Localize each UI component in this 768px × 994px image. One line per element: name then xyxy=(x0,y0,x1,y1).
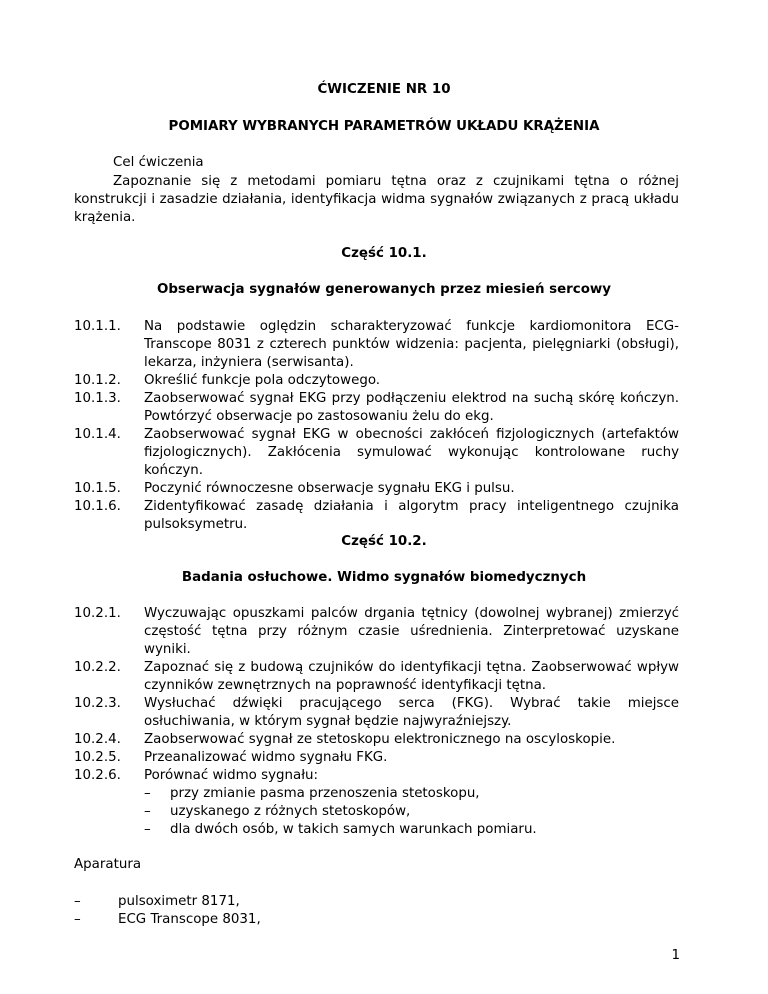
part1-label: Część 10.1. xyxy=(341,246,427,261)
main-title: POMIARY WYBRANYCH PARAMETRÓW UKŁADU KRĄŻENIA xyxy=(168,119,600,134)
list-item: 10.2.3. Wysłuchać dźwięki pracującego serca (FKG). Wybrać takie miejsce osłuchiwania, w którym sygnał będzie najwyraźniejszy. xyxy=(74,696,679,729)
part2-title: Badania osłuchowe. Widmo sygnałów biomedycznych xyxy=(181,570,587,585)
page-number: 1 xyxy=(671,948,680,963)
apparatus-heading: Aparatura xyxy=(74,857,142,872)
list-item: 10.1.6. Zidentyfikować zasadę działania i algorytm pracy inteligentnego czujnika pulsoksymetru. xyxy=(74,499,679,532)
list-item: 10.2.5. Przeanalizować widmo sygnału FKG. xyxy=(74,750,388,765)
list-item: 10.1.2. Określić funkcje pola odczytowego. xyxy=(74,373,381,388)
part1-title: Obserwacja sygnałów generowanych przez miesień sercowy xyxy=(156,282,612,297)
list-item: 10.1.5. Poczynić równoczesne obserwacje sygnału EKG i pulsu. xyxy=(74,481,515,496)
list-item: 10.2.6. Porównać widmo sygnału: xyxy=(74,768,319,783)
intro-heading: Cel ćwiczenia xyxy=(113,155,204,170)
list-item: 10.1.1. Na podstawie oględzin scharakteryzować funkcje kardiomonitora ECG-Transcope 8031 z czterech punktów widzenia: pacjenta, pielęgniarki (obsługi), lekarza, inżyniera (serwisanta). xyxy=(74,319,679,370)
list-item: 10.1.3. Zaobserwować sygnał EKG przy podłączeniu elektrod na suchą skórę kończyn. Powtórzyć obserwacje po zastosowaniu żelu do ekg. xyxy=(74,391,679,424)
part2-label: Część 10.2. xyxy=(341,534,427,549)
list-item: 10.2.1. Wyczuwając opuszkami palców drgania tętnicy (dowolnej wybranej) zmierzyć częstość tętna przy różnym czasie uśrednienia. Zinterpretować uzyskane wyniki. xyxy=(74,606,679,657)
intro-text: Zapoznanie się z metodami pomiaru tętna oraz z czujnikami tętna o różnej konstrukcji i zasadzie działania, identyfikacja widma sygnałów związanych z pracą układu krążenia. xyxy=(74,174,679,225)
exercise-title: ĆWICZENIE NR 10 xyxy=(317,82,451,97)
list-item: 10.2.4. Zaobserwować sygnał ze stetoskopu elektronicznego na oscyloskopie. xyxy=(74,732,616,747)
list-item: 10.1.4. Zaobserwować sygnał EKG w obecności zakłóceń fizjologicznych (artefaktów fizjologicznych). Zakłócenia symulować wykonując kontrolowane ruchy kończyn. xyxy=(74,427,679,478)
document-page: ĆWICZENIE NR 10 POMIARY WYBRANYCH PARAMETRÓW UKŁADU KRĄŻENIA Cel ćwiczenia Zapoznanie się z metodami pomiaru tętna oraz z czujnikami tętna o różnej konstrukcji i zasadzie działania, identyfikacja widma sygnałów związanych z pracą układu krążenia. Część 10.1. Obserwacja sygnałów generowanych przez miesień sercowy 10.1.1. Na podstawie oględzin scharakteryzować funkcje kardiomonitora ECG-Transcope 8031 z czterech punktów widzenia: pacjenta, pielęgniarki (obsługi), lekarza, inżyniera (serwisanta). 10.1.2. Określić funkcje pola odczytowego. 10.1.3. Zaobserwować sygnał EKG przy podłączeniu elektrod na suchą skórę kończyn. Powtórzyć obserwacje po zastosowaniu żelu do ekg. 10.1.4. Zaobserwować sygnał EKG w obecności zakłóceń fizjologicznych (artefaktów fizjologicznych). Zakłócenia symulować wykonując kontrolowane ruchy kończyn. 10.1.5. Poczynić równoczesne obserwacje sygnału EKG i pulsu. 10.1.6. Zidentyfikować zasadę działania i algorytm pracy inteligentnego czujnika pulsoksymetru. Część 10.2. Badania osłuchowe. Widmo sygnałów biomedycznych 10.2.1. Wyczuwając opuszkami palców drgania tętnicy (dowolnej wybranej) zmierzyć częstość tętna przy różnym czasie uśrednienia. Zinterpretować uzyskane wyniki. 10.2.2. Zapoznać się z budową czujników do identyfikacji tętna. Zaobserwować wpływ czynników zewnętrznych na poprawność identyfikacji tętna. 10.2.3. Wysłuchać dźwięki pracującego serca (FKG). Wybrać takie miejsce osłuchiwania, w którym sygnał będzie najwyraźniejszy. 10.2.4. Zaobserwować sygnał ze stetoskopu elektronicznego na oscyloskopie. 10.2.5. Przeanalizować widmo sygnału FKG. 10.2.6. Porównać widmo sygnału: – przy zmianie pasma przenoszenia stetoskopu, – uzyskanego z różnych stetoskopów, – dla dwóch osób, w takich samych warunkach pomiaru. Aparatura – pulsoximetr 8171, – ECG Transcope 8031, 1 xyxy=(0,0,768,994)
list-item: 10.2.2. Zapoznać się z budową czujników do identyfikacji tętna. Zaobserwować wpływ czynników zewnętrznych na poprawność identyfikacji tętna. xyxy=(74,660,679,693)
